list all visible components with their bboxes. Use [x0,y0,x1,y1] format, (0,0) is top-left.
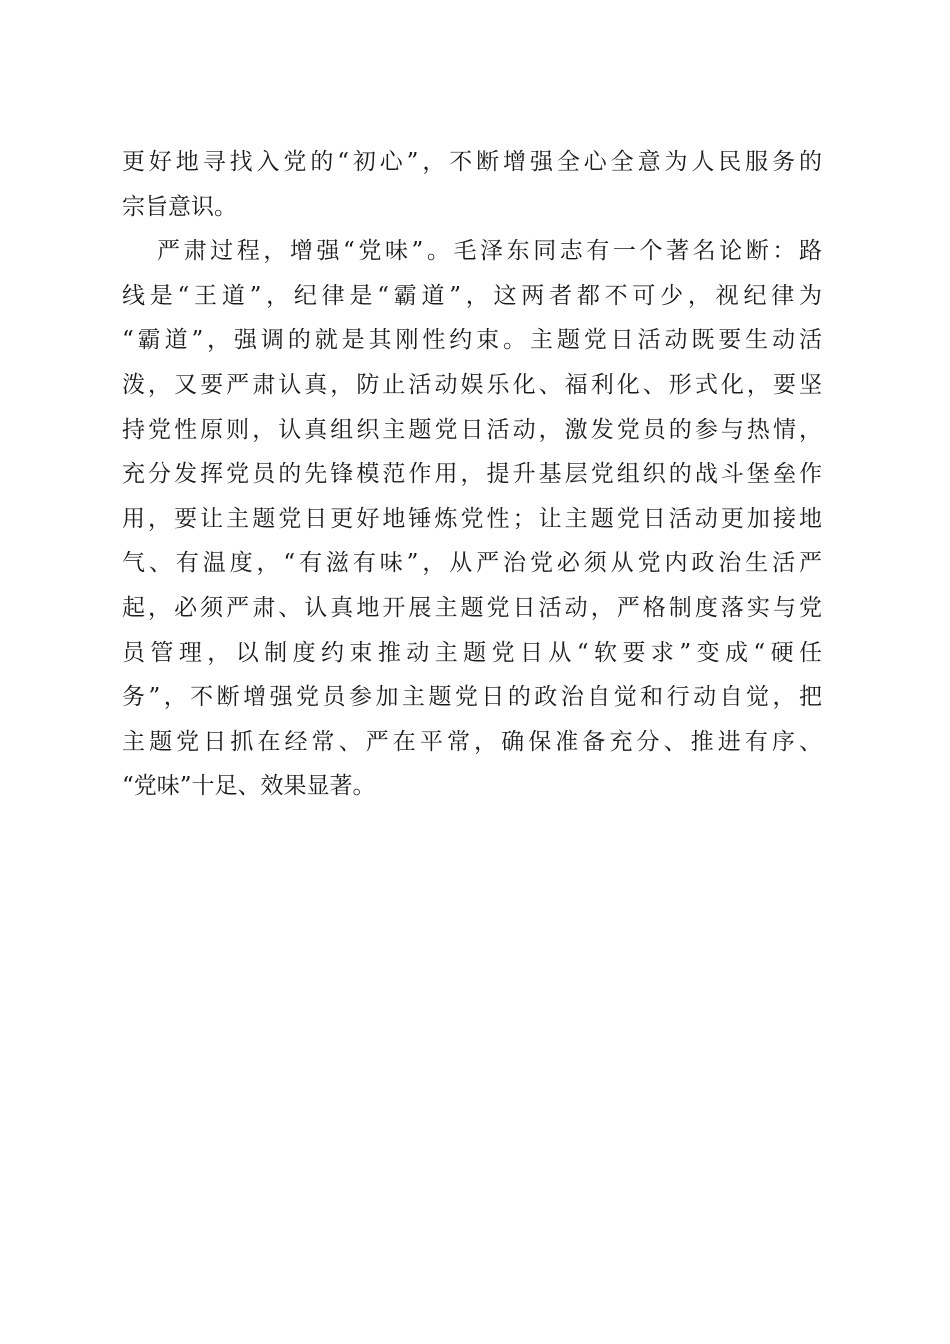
paragraph-line: “党味”十足、效果显著。 [122,773,376,800]
paragraph-line: 严肃过程，增强“党味”。毛泽东同志有一个著名论断：路 [157,238,822,265]
document-body [122,140,822,809]
paragraph-line: “霸道”，强调的就是其刚性约束。主题党日活动既要生动活 [122,327,822,354]
paragraph-1 [122,140,822,229]
paragraph-line: 线是“王道”，纪律是“霸道”，这两者都不可少，视纪律为 [122,282,822,309]
paragraph-2 [122,229,822,809]
paragraph-line: 持党性原则，认真组织主题党日活动，激发党员的参与热情， [122,416,822,443]
paragraph-line: 气、有温度，“有滋有味”，从严治党必须从党内政治生活严 [122,550,822,577]
paragraph-line: 泼，又要严肃认真，防止活动娱乐化、福利化、形式化，要坚 [122,371,822,398]
paragraph-line: 宗旨意识。 [122,193,237,220]
paragraph-line: 用，要让主题党日更好地锤炼党性；让主题党日活动更加接地 [122,505,822,532]
paragraph-line: 更好地寻找入党的“初心”，不断增强全心全意为人民服务的 [122,149,822,175]
paragraph-line: 务”，不断增强党员参加主题党日的政治自觉和行动自觉，把 [122,684,822,711]
paragraph-line: 充分发挥党员的先锋模范作用，提升基层党组织的战斗堡垒作 [122,461,822,488]
paragraph-line: 主题党日抓在经常、严在平常，确保准备充分、推进有序、 [122,728,822,755]
paragraph-line: 起，必须严肃、认真地开展主题党日活动，严格制度落实与党 [122,594,822,621]
paragraph-line: 员管理，以制度约束推动主题党日从“软要求”变成“硬任 [122,639,822,666]
